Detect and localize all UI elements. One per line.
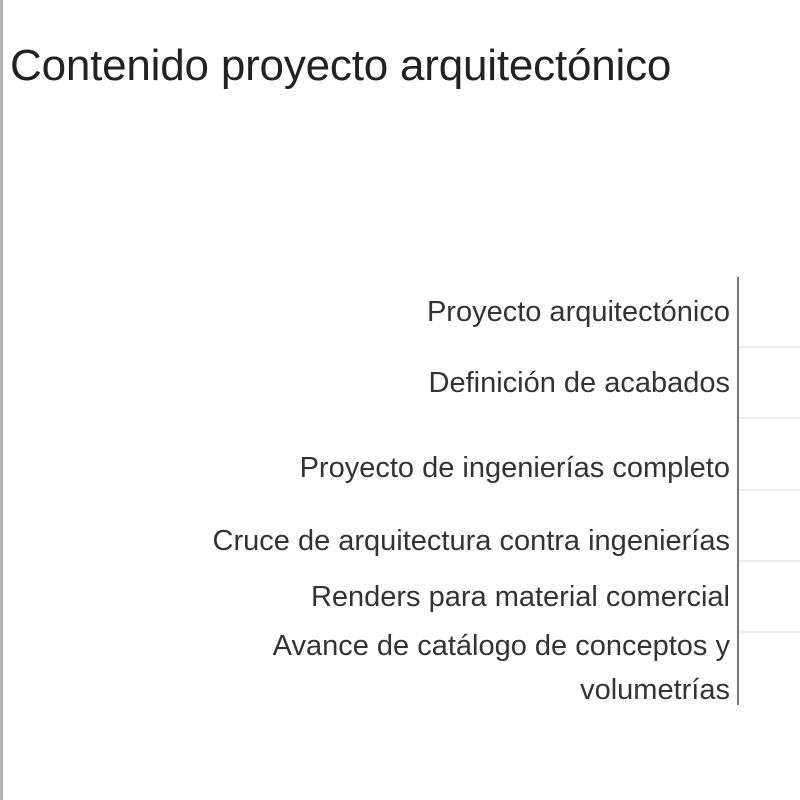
category-label: volumetrías [580, 674, 730, 706]
chart-title: Contenido proyecto arquitectónico [10, 41, 672, 90]
category-label: Proyecto de ingenierías completo [299, 452, 730, 484]
category-label: Cruce de arquitectura contra ingenierías [212, 525, 730, 557]
category-label: Definición de acabados [428, 367, 730, 399]
category-label: Renders para material comercial [310, 581, 730, 613]
category-label: Proyecto arquitectónico [426, 296, 730, 328]
category-label: Avance de catálogo de conceptos y [272, 630, 730, 662]
